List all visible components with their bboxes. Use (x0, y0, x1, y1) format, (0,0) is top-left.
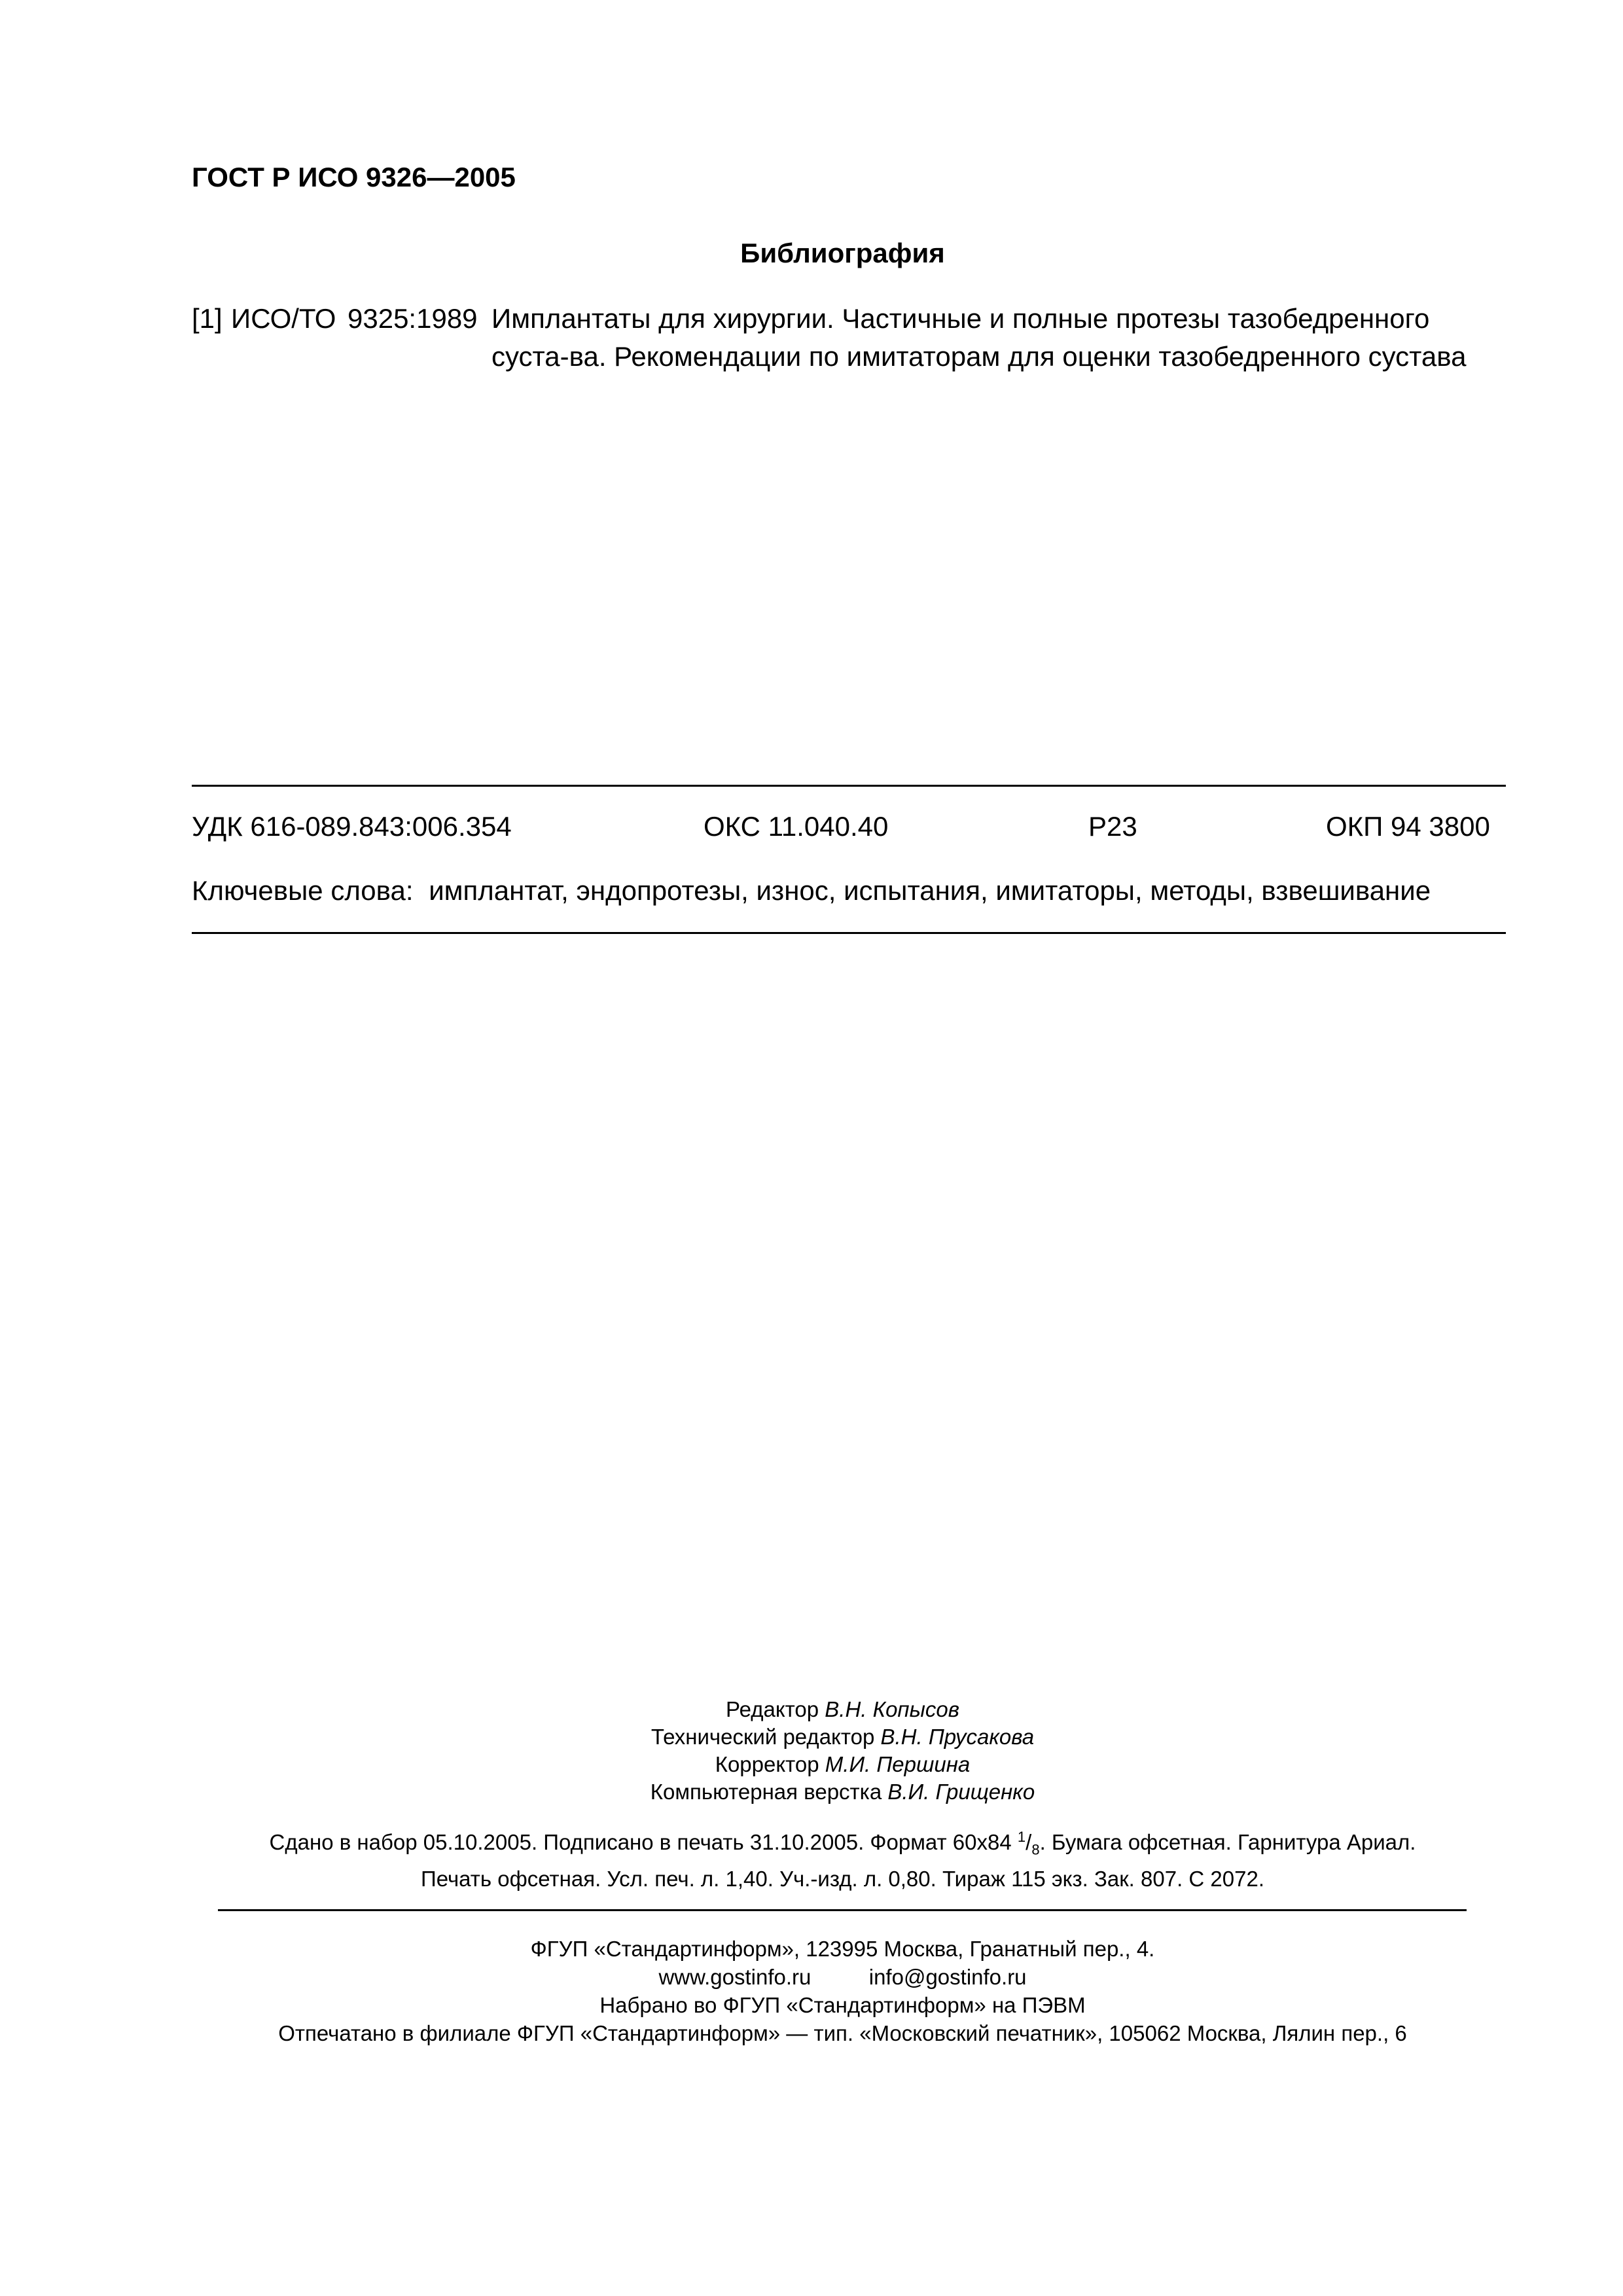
keywords-text: имплантат, эндопротезы, износ, испытания, имитаторы, методы, взвешивание (429, 875, 1431, 906)
credit-technical-editor (0, 1723, 1623, 1751)
credit-role: Корректор (715, 1752, 819, 1776)
credit-name: М.И. Першина (825, 1752, 971, 1776)
print-info-text: Сдано в набор 05.10.2005. Подписано в печать 31.10.2005. Формат 60x84 (269, 1830, 1012, 1854)
reference-number: [1] (192, 303, 223, 334)
credit-role: Технический редактор (651, 1725, 875, 1749)
credit-proofreader (0, 1751, 1623, 1778)
credit-name: В.Н. Прусакова (880, 1725, 1035, 1749)
credit-role: Компьютерная верстка (650, 1780, 882, 1804)
reference-code: ИСО/ТО (231, 303, 336, 334)
credits-block (0, 1696, 1623, 1806)
print-info-line-2: Печать офсетная. Усл. печ. л. 1,40. Уч.-изд. л. 0,80. Тираж 115 экз. Зак. 807. С 2072. (420, 1866, 1264, 1891)
bibliography-title: Библиография (740, 238, 945, 268)
publisher-contacts (0, 1963, 1623, 1991)
print-info-text: . Бумага офсетная. Гарнитура Ариал. (1039, 1830, 1416, 1854)
print-info (0, 1823, 1623, 1893)
reference-title: Имплантаты для хирургии. Частичные и полные протезы тазобедренного суста-ва. Рекомендации по имитаторам для оценки тазобедренного сустава (491, 303, 1467, 372)
bottom-divider (192, 932, 1506, 934)
print-info-line-1: Сдано в набор 05.10.2005. Подписано в печать 31.10.2005. Формат 60x84 $^1/_8$. Бумага офсетная. Гарнитура Ариал. (269, 1829, 1416, 1858)
keywords-line (192, 873, 1431, 908)
publisher-email: info@gostinfo.ru (868, 1965, 1027, 1989)
okp-code: ОКП 94 3800 (1326, 811, 1490, 842)
publisher-block (0, 1935, 1623, 2047)
format-fraction-numerator: 1 (1017, 1829, 1026, 1845)
udk-code: УДК 616-089.843:006.354 (192, 811, 512, 842)
credit-name: В.И. Грищенко (887, 1780, 1035, 1804)
group-code: Р23 (1088, 811, 1137, 842)
publisher-typeset: Набрано во ФГУП «Стандартинформ» на ПЭВМ (599, 1993, 1086, 2017)
publisher-website: www.gostinfo.ru (658, 1965, 812, 1989)
top-divider (192, 785, 1506, 787)
credit-name: В.Н. Копысов (825, 1697, 959, 1721)
keywords-label: Ключевые слова: (192, 875, 414, 906)
reference-number-year: 9325:1989 (348, 303, 478, 334)
credit-editor (0, 1696, 1623, 1723)
document-code: ГОСТ Р ИСО 9326—2005 (192, 162, 516, 192)
publisher-address: ФГУП «Стандартинформ», 123995 Москва, Гранатный пер., 4. (530, 1937, 1155, 1961)
oks-code: ОКС 11.040.40 (704, 811, 889, 842)
credit-layout (0, 1778, 1623, 1806)
format-fraction-denominator: 8 (1031, 1841, 1040, 1858)
credit-role: Редактор (726, 1697, 819, 1721)
publisher-divider (218, 1909, 1467, 1911)
publisher-printed: Отпечатано в филиале ФГУП «Стандартинформ» — тип. «Московский печатник», 105062 Москва, Лялин пер., 6 (278, 2021, 1407, 2045)
